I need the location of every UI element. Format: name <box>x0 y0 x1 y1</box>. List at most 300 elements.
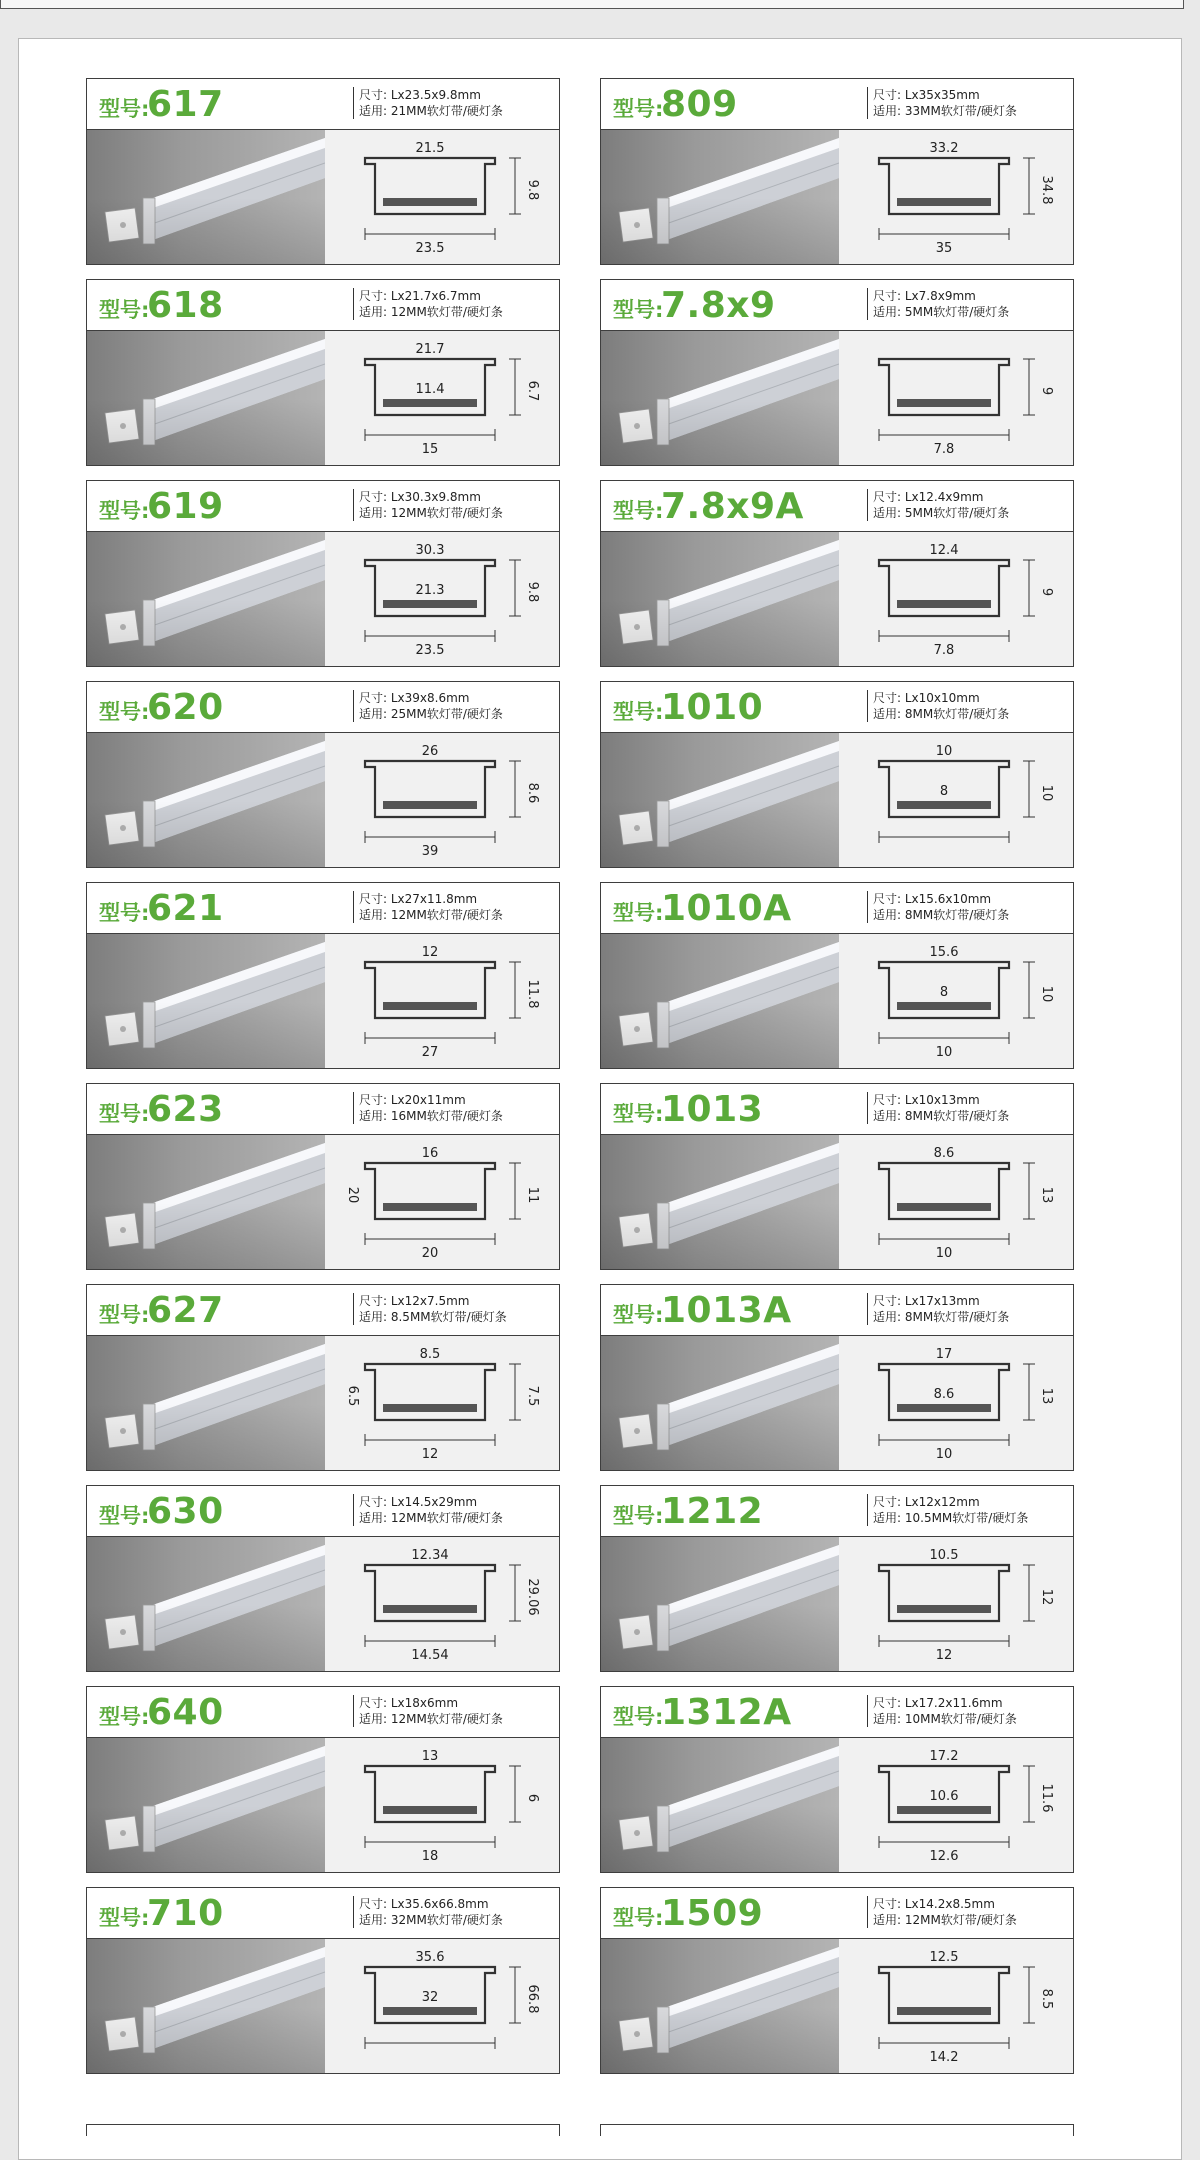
product-body <box>601 1537 1073 1672</box>
end-cap-photo <box>619 1012 653 1046</box>
dim-side: 9 <box>1039 386 1054 396</box>
profile-floor <box>383 2007 477 2015</box>
model-number: 7.8x9A <box>661 486 804 527</box>
product-card <box>600 279 1074 466</box>
profile-floor <box>897 801 991 809</box>
spec-size: 尺寸: Lx39x8.6mm <box>359 691 470 705</box>
dim-side-left: 6.5 <box>345 1385 360 1407</box>
dim-side: 10 <box>1039 985 1054 1003</box>
spec-size: 尺寸: Lx12x7.5mm <box>359 1294 470 1308</box>
product-card <box>86 1284 560 1471</box>
dim-bottom: 20 <box>421 1246 439 1261</box>
profile-photo-bar <box>143 339 325 445</box>
model-number: 618 <box>147 285 224 326</box>
end-cap-photo <box>619 610 653 644</box>
model-label: 型号: <box>613 1705 664 1729</box>
dim-side: 6.7 <box>525 380 540 402</box>
profile-floor <box>897 399 991 407</box>
model-number: 623 <box>147 1089 224 1130</box>
product-header <box>87 481 559 532</box>
end-cap-photo <box>619 208 653 242</box>
product-photo <box>601 1135 839 1270</box>
spec-usage: 适用: 12MM软灯带/硬灯条 <box>359 1511 503 1525</box>
end-cap-photo <box>105 1816 139 1850</box>
profile-photo-bar <box>657 138 839 244</box>
profile-photo-bar <box>143 1143 325 1249</box>
spec-size: 尺寸: Lx23.5x9.8mm <box>359 88 481 102</box>
product-card <box>86 1887 560 2074</box>
cross-section-drawing <box>839 733 1073 868</box>
product-photo <box>87 733 325 868</box>
product-card <box>600 1284 1074 1471</box>
product-body <box>601 1939 1073 2074</box>
model-label: 型号: <box>99 1705 150 1729</box>
end-cap-photo <box>105 2017 139 2051</box>
model-label: 型号: <box>613 1906 664 1930</box>
product-card <box>86 1686 560 1873</box>
model-number: 630 <box>147 1491 224 1532</box>
profile-floor <box>383 198 477 206</box>
next-card-edge-left <box>86 2124 560 2136</box>
spec-block <box>353 87 503 119</box>
spec-size: 尺寸: Lx12x12mm <box>873 1495 980 1509</box>
next-row-edge <box>86 2124 1076 2136</box>
spec-usage: 适用: 12MM软灯带/硬灯条 <box>359 1712 503 1726</box>
product-photo <box>87 1738 325 1873</box>
end-cap-photo <box>619 1615 653 1649</box>
dim-mid: 21.3 <box>415 583 445 598</box>
dim-side: 12 <box>1039 1588 1054 1606</box>
end-cap-photo <box>105 1414 139 1448</box>
product-header <box>601 79 1073 130</box>
profile-photo-bar <box>657 1746 839 1852</box>
spec-block <box>867 1896 1017 1928</box>
model-number: 1212 <box>661 1491 764 1532</box>
product-photo <box>87 1135 325 1270</box>
product-card <box>600 1686 1074 1873</box>
dim-side: 7.5 <box>525 1385 540 1407</box>
profile-photo-bar <box>143 540 325 646</box>
cross-section-drawing <box>839 1939 1073 2074</box>
end-cap-photo <box>619 1213 653 1247</box>
end-cap-photo <box>105 208 139 242</box>
spec-block <box>353 1293 507 1325</box>
end-cap-photo <box>619 1414 653 1448</box>
product-body <box>87 1738 559 1873</box>
spec-block <box>867 1494 1028 1526</box>
end-cap-photo <box>619 409 653 443</box>
spec-usage: 适用: 12MM软灯带/硬灯条 <box>359 506 503 520</box>
product-body <box>601 733 1073 868</box>
profile-photo-bar <box>143 1947 325 2053</box>
spec-block <box>867 690 1009 722</box>
cross-section-drawing <box>325 1738 559 1873</box>
spec-block <box>353 1092 503 1124</box>
dim-top: 16 <box>421 1146 439 1161</box>
spec-usage: 适用: 8.5MM软灯带/硬灯条 <box>359 1310 507 1324</box>
dim-mid: 11.4 <box>415 382 445 397</box>
end-cap-photo <box>105 1213 139 1247</box>
dim-side: 10 <box>1039 784 1054 802</box>
product-photo <box>601 934 839 1069</box>
spec-size: 尺寸: Lx14.5x29mm <box>359 1495 478 1509</box>
product-body <box>87 733 559 868</box>
dim-mid: 8 <box>939 985 949 1000</box>
profile-floor <box>383 399 477 407</box>
spec-block <box>353 1494 503 1526</box>
model-number: 710 <box>147 1893 224 1934</box>
product-header <box>601 1687 1073 1738</box>
dim-bottom: 39 <box>421 844 439 859</box>
product-photo <box>87 1939 325 2074</box>
product-body <box>601 1738 1073 1873</box>
dim-bottom: 12 <box>935 1648 953 1663</box>
product-body <box>87 934 559 1069</box>
model-label: 型号: <box>99 901 150 925</box>
dim-side: 9.8 <box>525 581 540 603</box>
model-label: 型号: <box>613 1504 664 1528</box>
spec-usage: 适用: 21MM软灯带/硬灯条 <box>359 104 503 118</box>
profile-photo-bar <box>657 540 839 646</box>
product-card <box>86 78 560 265</box>
dim-top: 8.6 <box>933 1146 955 1161</box>
dim-side: 13 <box>1039 1186 1054 1204</box>
product-body <box>601 130 1073 265</box>
spec-block <box>353 1896 503 1928</box>
dim-mid: 8 <box>939 784 949 799</box>
product-body <box>87 532 559 667</box>
dim-top: 12.4 <box>929 543 959 558</box>
dim-top: 33.2 <box>929 141 959 156</box>
dim-top: 13 <box>421 1749 439 1764</box>
spec-usage: 适用: 5MM软灯带/硬灯条 <box>873 506 1010 520</box>
dim-side: 29.06 <box>525 1578 540 1616</box>
dim-top: 17.2 <box>929 1749 959 1764</box>
model-number: 1509 <box>661 1893 764 1934</box>
model-label: 型号: <box>99 1303 150 1327</box>
spec-size: 尺寸: Lx20x11mm <box>359 1093 466 1107</box>
cross-section-drawing <box>839 532 1073 667</box>
spec-block <box>353 489 503 521</box>
dim-bottom: 12.6 <box>929 1849 959 1864</box>
spec-usage: 适用: 32MM软灯带/硬灯条 <box>359 1913 503 1927</box>
dim-top: 10.5 <box>929 1548 959 1563</box>
product-card <box>600 78 1074 265</box>
dim-top: 12.34 <box>411 1548 449 1563</box>
spec-size: 尺寸: Lx17.2x11.6mm <box>873 1696 1003 1710</box>
model-number: 619 <box>147 486 224 527</box>
cross-section-drawing <box>839 1537 1073 1672</box>
dim-bottom: 27 <box>421 1045 439 1060</box>
model-number: 1312A <box>661 1692 792 1733</box>
model-label: 型号: <box>613 298 664 322</box>
product-photo <box>601 1537 839 1672</box>
profile-photo-bar <box>143 138 325 244</box>
product-card <box>86 1083 560 1270</box>
next-card-edge-right <box>600 2124 1074 2136</box>
spec-size: 尺寸: Lx27x11.8mm <box>359 892 478 906</box>
end-cap-photo <box>105 610 139 644</box>
model-number: 620 <box>147 687 224 728</box>
dim-side: 13 <box>1039 1387 1054 1405</box>
profile-photo-bar <box>657 1545 839 1651</box>
profile-floor <box>897 198 991 206</box>
spec-size: 尺寸: Lx10x13mm <box>873 1093 980 1107</box>
product-body <box>601 1135 1073 1270</box>
product-body <box>601 1336 1073 1471</box>
dim-bottom: 12 <box>421 1447 439 1462</box>
model-number: 1010A <box>661 888 792 929</box>
spec-block <box>867 1695 1017 1727</box>
model-label: 型号: <box>613 97 664 121</box>
dim-bottom: 10 <box>935 1246 953 1261</box>
spec-block <box>867 288 1009 320</box>
product-header <box>87 79 559 130</box>
product-photo <box>601 331 839 466</box>
spec-size: 尺寸: Lx21.7x6.7mm <box>359 289 481 303</box>
end-cap-photo <box>105 1012 139 1046</box>
product-header <box>601 481 1073 532</box>
spec-size: 尺寸: Lx14.2x8.5mm <box>873 1897 995 1911</box>
model-label: 型号: <box>99 1102 150 1126</box>
product-header <box>87 682 559 733</box>
dim-side-left: 20 <box>345 1186 360 1204</box>
model-label: 型号: <box>613 499 664 523</box>
profile-photo-bar <box>143 1545 325 1651</box>
model-label: 型号: <box>613 1102 664 1126</box>
end-cap-photo <box>105 409 139 443</box>
cross-section-drawing <box>325 532 559 667</box>
cross-section-drawing <box>839 130 1073 265</box>
product-header <box>601 682 1073 733</box>
spec-size: 尺寸: Lx15.6x10mm <box>873 892 992 906</box>
product-header <box>87 1285 559 1336</box>
product-photo <box>87 1336 325 1471</box>
cross-section-drawing <box>839 1336 1073 1471</box>
product-photo <box>601 1738 839 1873</box>
product-header <box>601 1084 1073 1135</box>
model-number: 809 <box>661 84 738 125</box>
product-header <box>601 1285 1073 1336</box>
model-number: 1013A <box>661 1290 792 1331</box>
end-cap-photo <box>105 1615 139 1649</box>
spec-usage: 适用: 8MM软灯带/硬灯条 <box>873 908 1010 922</box>
dim-bottom: 35 <box>935 241 953 256</box>
model-label: 型号: <box>99 298 150 322</box>
cross-section-drawing <box>325 130 559 265</box>
product-card <box>600 681 1074 868</box>
product-photo <box>601 532 839 667</box>
profile-photo-bar <box>657 1344 839 1450</box>
cross-section-drawing <box>839 934 1073 1069</box>
product-body <box>601 532 1073 667</box>
dim-top: 35.6 <box>415 1950 445 1965</box>
profile-floor <box>383 1806 477 1814</box>
product-header <box>87 1084 559 1135</box>
spec-usage: 适用: 12MM软灯带/硬灯条 <box>359 908 503 922</box>
spec-size: 尺寸: Lx12.4x9mm <box>873 490 984 504</box>
dim-side: 8.5 <box>1039 1988 1054 2010</box>
cross-section-drawing <box>325 934 559 1069</box>
dim-top: 10 <box>935 744 953 759</box>
model-number: 621 <box>147 888 224 929</box>
dim-top: 8.5 <box>419 1347 441 1362</box>
product-photo <box>601 1939 839 2074</box>
dim-side: 9.8 <box>525 179 540 201</box>
dim-side: 8.6 <box>525 782 540 804</box>
spec-size: 尺寸: Lx35x35mm <box>873 88 980 102</box>
product-photo <box>601 1336 839 1471</box>
profile-photo-bar <box>657 339 839 445</box>
cross-section-drawing <box>839 1135 1073 1270</box>
spec-size: 尺寸: Lx18x6mm <box>359 1696 459 1710</box>
profile-floor <box>897 2007 991 2015</box>
profile-floor <box>383 801 477 809</box>
spec-block <box>867 891 1009 923</box>
profile-photo-bar <box>657 1143 839 1249</box>
model-number: 640 <box>147 1692 224 1733</box>
product-header <box>87 1888 559 1939</box>
dim-side: 11.6 <box>1039 1783 1054 1813</box>
product-card <box>86 882 560 1069</box>
profile-photo-bar <box>657 1947 839 2053</box>
spec-block <box>867 1293 1009 1325</box>
dim-side: 6 <box>525 1793 540 1803</box>
product-photo <box>87 130 325 265</box>
dim-mid: 10.6 <box>929 1789 959 1804</box>
spec-usage: 适用: 10.5MM软灯带/硬灯条 <box>873 1511 1029 1525</box>
product-photo <box>601 733 839 868</box>
spec-size: 尺寸: Lx35.6x66.8mm <box>359 1897 489 1911</box>
dim-bottom: 7.8 <box>933 442 955 457</box>
model-label: 型号: <box>613 1303 664 1327</box>
model-number: 627 <box>147 1290 224 1331</box>
dim-top: 12 <box>421 945 439 960</box>
dim-bottom: 14.54 <box>411 1648 449 1663</box>
profile-photo-bar <box>143 1746 325 1852</box>
spec-usage: 适用: 16MM软灯带/硬灯条 <box>359 1109 503 1123</box>
end-cap-photo <box>619 2017 653 2051</box>
spec-size: 尺寸: Lx7.8x9mm <box>873 289 976 303</box>
product-header <box>601 280 1073 331</box>
spec-block <box>867 1092 1009 1124</box>
spec-usage: 适用: 8MM软灯带/硬灯条 <box>873 1310 1010 1324</box>
profile-photo-bar <box>657 741 839 847</box>
cross-section-drawing <box>325 1939 559 2074</box>
product-card <box>86 480 560 667</box>
product-card <box>86 279 560 466</box>
dim-top: 21.5 <box>415 141 445 156</box>
product-header <box>87 280 559 331</box>
model-number: 1010 <box>661 687 764 728</box>
product-header <box>87 1687 559 1738</box>
profile-photo-bar <box>657 942 839 1048</box>
model-label: 型号: <box>613 700 664 724</box>
spec-usage: 适用: 12MM软灯带/硬灯条 <box>359 305 503 319</box>
spec-size: 尺寸: Lx17x13mm <box>873 1294 980 1308</box>
dim-bottom: 7.8 <box>933 643 955 658</box>
spec-usage: 适用: 10MM软灯带/硬灯条 <box>873 1712 1017 1726</box>
product-header <box>601 1486 1073 1537</box>
model-label: 型号: <box>99 1504 150 1528</box>
cross-section-drawing <box>325 331 559 466</box>
model-number: 1013 <box>661 1089 764 1130</box>
spec-usage: 适用: 8MM软灯带/硬灯条 <box>873 1109 1010 1123</box>
spec-block <box>353 891 503 923</box>
dim-bottom: 23.5 <box>415 241 445 256</box>
profile-floor <box>897 1002 991 1010</box>
profile-photo-bar <box>143 1344 325 1450</box>
model-label: 型号: <box>99 499 150 523</box>
spec-size: 尺寸: Lx30.3x9.8mm <box>359 490 481 504</box>
profile-floor <box>383 600 477 608</box>
product-body <box>87 1336 559 1471</box>
spec-usage: 适用: 5MM软灯带/硬灯条 <box>873 305 1010 319</box>
cross-section-drawing <box>325 1135 559 1270</box>
dim-bottom: 15 <box>421 442 439 457</box>
model-number: 7.8x9 <box>661 285 776 326</box>
dim-mid: 8.6 <box>933 1387 955 1402</box>
cross-section-drawing <box>839 1738 1073 1873</box>
product-photo <box>87 1537 325 1672</box>
profile-photo-bar <box>143 741 325 847</box>
spec-block <box>353 1695 503 1727</box>
product-header <box>87 1486 559 1537</box>
dim-side: 34.8 <box>1039 175 1054 205</box>
product-header <box>601 883 1073 934</box>
dim-top: 26 <box>421 744 439 759</box>
spec-size: 尺寸: Lx10x10mm <box>873 691 980 705</box>
spec-usage: 适用: 12MM软灯带/硬灯条 <box>873 1913 1017 1927</box>
dim-top: 15.6 <box>929 945 959 960</box>
product-grid <box>86 78 1076 2074</box>
model-label: 型号: <box>613 901 664 925</box>
dim-bottom: 10 <box>935 1447 953 1462</box>
dim-side: 66.8 <box>525 1984 540 2014</box>
end-cap-photo <box>619 811 653 845</box>
product-header <box>601 1888 1073 1939</box>
product-photo <box>87 532 325 667</box>
dim-bottom: 18 <box>421 1849 439 1864</box>
profile-floor <box>897 600 991 608</box>
spec-block <box>867 87 1017 119</box>
dim-bottom: 23.5 <box>415 643 445 658</box>
profile-floor <box>383 1203 477 1211</box>
model-label: 型号: <box>99 700 150 724</box>
dim-side: 11.8 <box>525 979 540 1009</box>
product-photo <box>601 130 839 265</box>
dim-side: 9 <box>1039 587 1054 597</box>
dim-top: 30.3 <box>415 543 445 558</box>
product-header <box>87 883 559 934</box>
product-body <box>87 1939 559 2074</box>
dim-side: 11 <box>525 1186 540 1204</box>
profile-floor <box>897 1605 991 1613</box>
product-body <box>87 130 559 265</box>
dim-top: 17 <box>935 1347 953 1362</box>
spec-block <box>353 690 503 722</box>
spec-block <box>353 288 503 320</box>
top-bar <box>0 0 1184 9</box>
cross-section-drawing <box>325 733 559 868</box>
spec-usage: 适用: 33MM软灯带/硬灯条 <box>873 104 1017 118</box>
model-label: 型号: <box>99 97 150 121</box>
model-label: 型号: <box>99 1906 150 1930</box>
cross-section-drawing <box>325 1336 559 1471</box>
cross-section-drawing <box>325 1537 559 1672</box>
dim-top: 21.7 <box>415 342 445 357</box>
product-card <box>600 1485 1074 1672</box>
